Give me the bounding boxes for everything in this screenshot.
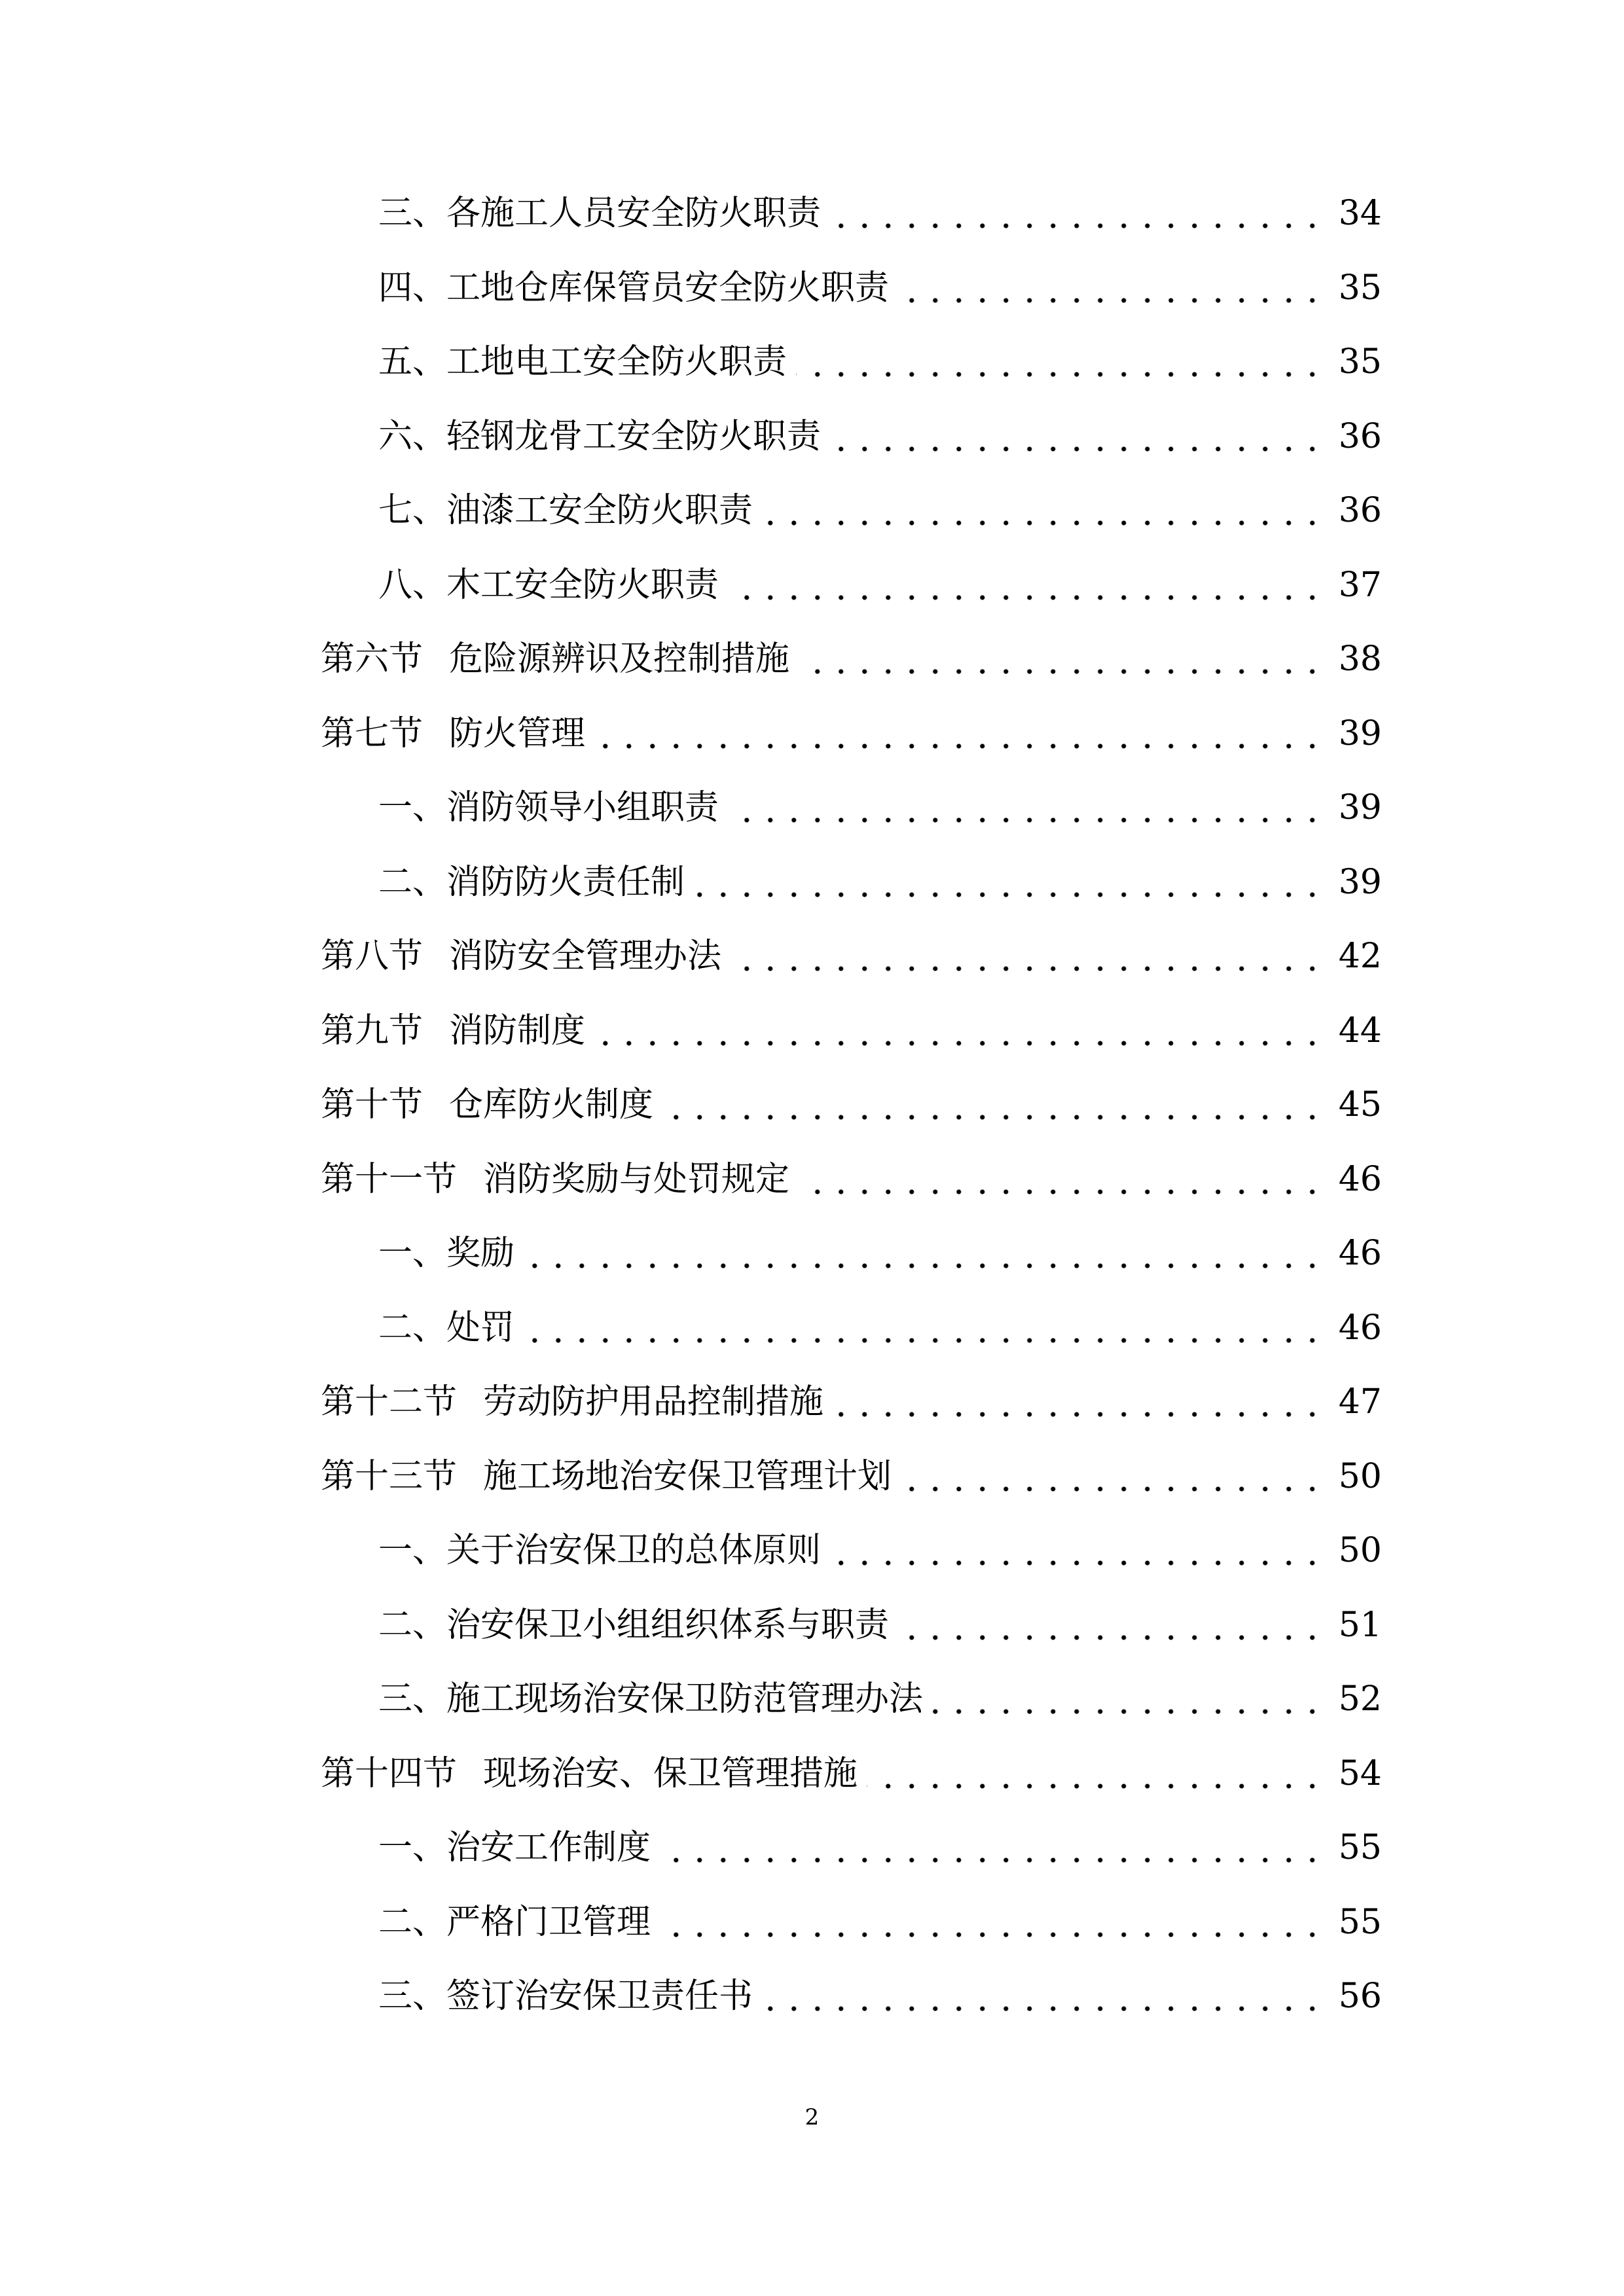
toc-page-number: 46: [1338, 1234, 1382, 1273]
toc-dot-leader: [762, 1960, 1324, 2034]
toc-entry-text: 防火管理: [449, 713, 586, 753]
toc-entry-title: [378, 1217, 514, 1291]
toc-entry-text: 消防安全管理办法: [449, 937, 722, 976]
toc-dot-leader: [898, 1588, 1324, 1662]
toc-page-number: 55: [1338, 1828, 1382, 1867]
toc-page-number: 47: [1338, 1382, 1382, 1422]
toc-dot-leader: [524, 1291, 1324, 1365]
toc-entry[interactable]: [378, 771, 1382, 845]
toc-entry-title: [378, 1811, 651, 1885]
toc-entry-text: 四、工地仓库保管员安全防火职责: [378, 268, 890, 308]
toc-section-number: 第十节: [321, 1085, 424, 1124]
toc-dot-leader: [762, 474, 1324, 548]
toc-entry[interactable]: [378, 1514, 1382, 1588]
toc-entry-text: 消防制度: [449, 1011, 586, 1050]
toc-page-number: 46: [1338, 1308, 1382, 1348]
toc-page-number: 38: [1338, 639, 1382, 679]
toc-entry[interactable]: [321, 994, 1382, 1068]
toc-entry[interactable]: [378, 1811, 1382, 1885]
toc-dot-leader: [662, 1068, 1324, 1142]
toc-entry-title: [321, 1440, 892, 1514]
page-number: 2: [804, 2104, 820, 2130]
toc-entry-text: 七、油漆工安全防火职责: [378, 491, 753, 530]
toc-entry-title: [378, 1514, 821, 1588]
toc-page-number: 55: [1338, 1902, 1382, 1942]
toc-page-number: 54: [1338, 1753, 1382, 1793]
toc-dot-leader: [867, 1737, 1324, 1811]
toc-entry-text: 三、施工现场治安保卫防范管理办法: [378, 1679, 924, 1719]
toc-entry-text: 仓库防火制度: [449, 1085, 654, 1124]
toc-entry[interactable]: [378, 1662, 1382, 1736]
toc-entry-text: 危险源辨识及控制措施: [449, 639, 790, 679]
toc-entry-text: 五、工地电工安全防火职责: [378, 342, 787, 382]
toc-page-number: 34: [1338, 194, 1382, 233]
toc-entry-text: 八、木工安全防火职责: [378, 565, 719, 605]
toc-section-number: 第八节: [321, 937, 424, 976]
toc-page-number: 50: [1338, 1456, 1382, 1496]
toc-dot-leader: [796, 325, 1324, 399]
toc-entry-title: [321, 994, 585, 1068]
toc-dot-leader: [524, 1217, 1324, 1291]
toc-entry-title: [378, 325, 787, 399]
toc-section-number: 第七节: [321, 713, 424, 753]
toc-entry-title: [321, 1737, 857, 1811]
toc-entry-text: 六、轻钢龙骨工安全防火职责: [378, 416, 821, 456]
toc-dot-leader: [660, 1811, 1324, 1885]
toc-dot-leader: [799, 1143, 1324, 1217]
toc-entry-title: [378, 1588, 889, 1662]
toc-entry-text: 现场治安、保卫管理措施: [483, 1753, 858, 1793]
toc-section-number: 第六节: [321, 639, 424, 679]
toc-entry[interactable]: [378, 474, 1382, 548]
toc-section-number: 第九节: [321, 1011, 424, 1050]
toc-entry-title: [321, 1068, 653, 1142]
toc-entry[interactable]: [378, 325, 1382, 399]
toc-page-number: 56: [1338, 1977, 1382, 2016]
toc-entry-title: [378, 771, 719, 845]
toc-entry[interactable]: [378, 1588, 1382, 1662]
toc-entry[interactable]: [378, 1886, 1382, 1960]
toc-entry-title: [378, 474, 753, 548]
toc-entry-text: 劳动防护用品控制措施: [483, 1382, 824, 1422]
toc-page-number: 35: [1338, 268, 1382, 308]
toc-entry[interactable]: [321, 1365, 1382, 1439]
toc-section-number: 第十一节: [321, 1159, 458, 1199]
toc-entry-text: 一、关于治安保卫的总体原则: [378, 1531, 821, 1570]
toc-dot-leader: [799, 622, 1324, 696]
toc-page-number: 37: [1338, 565, 1382, 605]
toc-page-number: 39: [1338, 788, 1382, 827]
toc-entry-title: [321, 920, 721, 994]
toc-dot-leader: [728, 771, 1324, 845]
toc-page-number: 46: [1338, 1159, 1382, 1199]
toc-entry[interactable]: [321, 920, 1382, 994]
toc-entry-title: [378, 177, 821, 251]
toc-entry[interactable]: [321, 622, 1382, 696]
toc-entry-text: 消防奖励与处罚规定: [483, 1159, 790, 1199]
toc-entry-title: [378, 400, 821, 474]
toc-dot-leader: [594, 697, 1324, 771]
toc-page-number: 45: [1338, 1085, 1382, 1124]
toc-page-number: 44: [1338, 1011, 1382, 1050]
toc-page-number: 39: [1338, 862, 1382, 902]
toc-section-number: 第十四节: [321, 1753, 458, 1793]
toc-entry-title: [321, 697, 585, 771]
toc-entry[interactable]: [378, 400, 1382, 474]
toc-entry-title: [378, 846, 685, 920]
toc-entry-title: [321, 622, 789, 696]
toc-entry[interactable]: [378, 1217, 1382, 1291]
toc-entry[interactable]: [378, 1291, 1382, 1365]
toc-dot-leader: [830, 400, 1324, 474]
toc-dot-leader: [901, 1440, 1324, 1514]
toc-entry-text: 一、奖励: [378, 1234, 515, 1273]
toc-entry[interactable]: [321, 1440, 1382, 1514]
toc-dot-leader: [898, 251, 1324, 325]
toc-entry[interactable]: [378, 177, 1382, 251]
toc-entry[interactable]: [321, 697, 1382, 771]
toc-section-number: 第十三节: [321, 1456, 458, 1496]
toc-page-number: 36: [1338, 491, 1382, 530]
toc-entry-text: 二、消防防火责任制: [378, 862, 685, 902]
toc-entry-text: 一、治安工作制度: [378, 1828, 651, 1867]
toc-dot-leader: [932, 1662, 1324, 1736]
toc-page-number: 42: [1338, 937, 1382, 976]
toc-entry-title: [378, 1960, 753, 2034]
toc-entry-title: [378, 251, 889, 325]
toc-entry[interactable]: [378, 251, 1382, 325]
toc-entry-text: 二、处罚: [378, 1308, 515, 1348]
toc-page-number: 51: [1338, 1605, 1382, 1645]
toc-dot-leader: [660, 1886, 1324, 1960]
toc-page-number: 39: [1338, 713, 1382, 753]
toc-entry[interactable]: [321, 1737, 1382, 1811]
toc-dot-leader: [833, 1365, 1324, 1439]
toc-dot-leader: [728, 548, 1324, 622]
toc-entry[interactable]: [378, 1960, 1382, 2034]
toc-dot-leader: [830, 1514, 1324, 1588]
toc-entry-text: 二、严格门卫管理: [378, 1902, 651, 1942]
toc-entry[interactable]: [321, 1143, 1382, 1217]
toc-entry-title: [378, 1886, 651, 1960]
toc-entry-title: [378, 548, 719, 622]
toc-page-number: 50: [1338, 1531, 1382, 1570]
toc-entry-text: 三、签订治安保卫责任书: [378, 1977, 753, 2016]
toc-entry-text: 三、各施工人员安全防火职责: [378, 194, 821, 233]
toc-entry-title: [321, 1365, 823, 1439]
toc-page-number: 36: [1338, 416, 1382, 456]
toc-entry-title: [378, 1291, 514, 1365]
toc-entry[interactable]: [378, 548, 1382, 622]
toc-page-number: 35: [1338, 342, 1382, 382]
toc-entry[interactable]: [321, 1068, 1382, 1142]
toc-section-number: 第十二节: [321, 1382, 458, 1422]
toc-dot-leader: [830, 177, 1324, 251]
toc-entry-text: 二、治安保卫小组组织体系与职责: [378, 1605, 890, 1645]
toc-entry-text: 一、消防领导小组职责: [378, 788, 719, 827]
toc-entry-text: 施工场地治安保卫管理计划: [483, 1456, 892, 1496]
toc-dot-leader: [694, 846, 1324, 920]
toc-entry[interactable]: [378, 846, 1382, 920]
toc-entry-title: [378, 1662, 923, 1736]
toc-entry-title: [321, 1143, 789, 1217]
toc-dot-leader: [731, 920, 1324, 994]
toc-dot-leader: [594, 994, 1324, 1068]
toc-page-number: 52: [1338, 1679, 1382, 1719]
